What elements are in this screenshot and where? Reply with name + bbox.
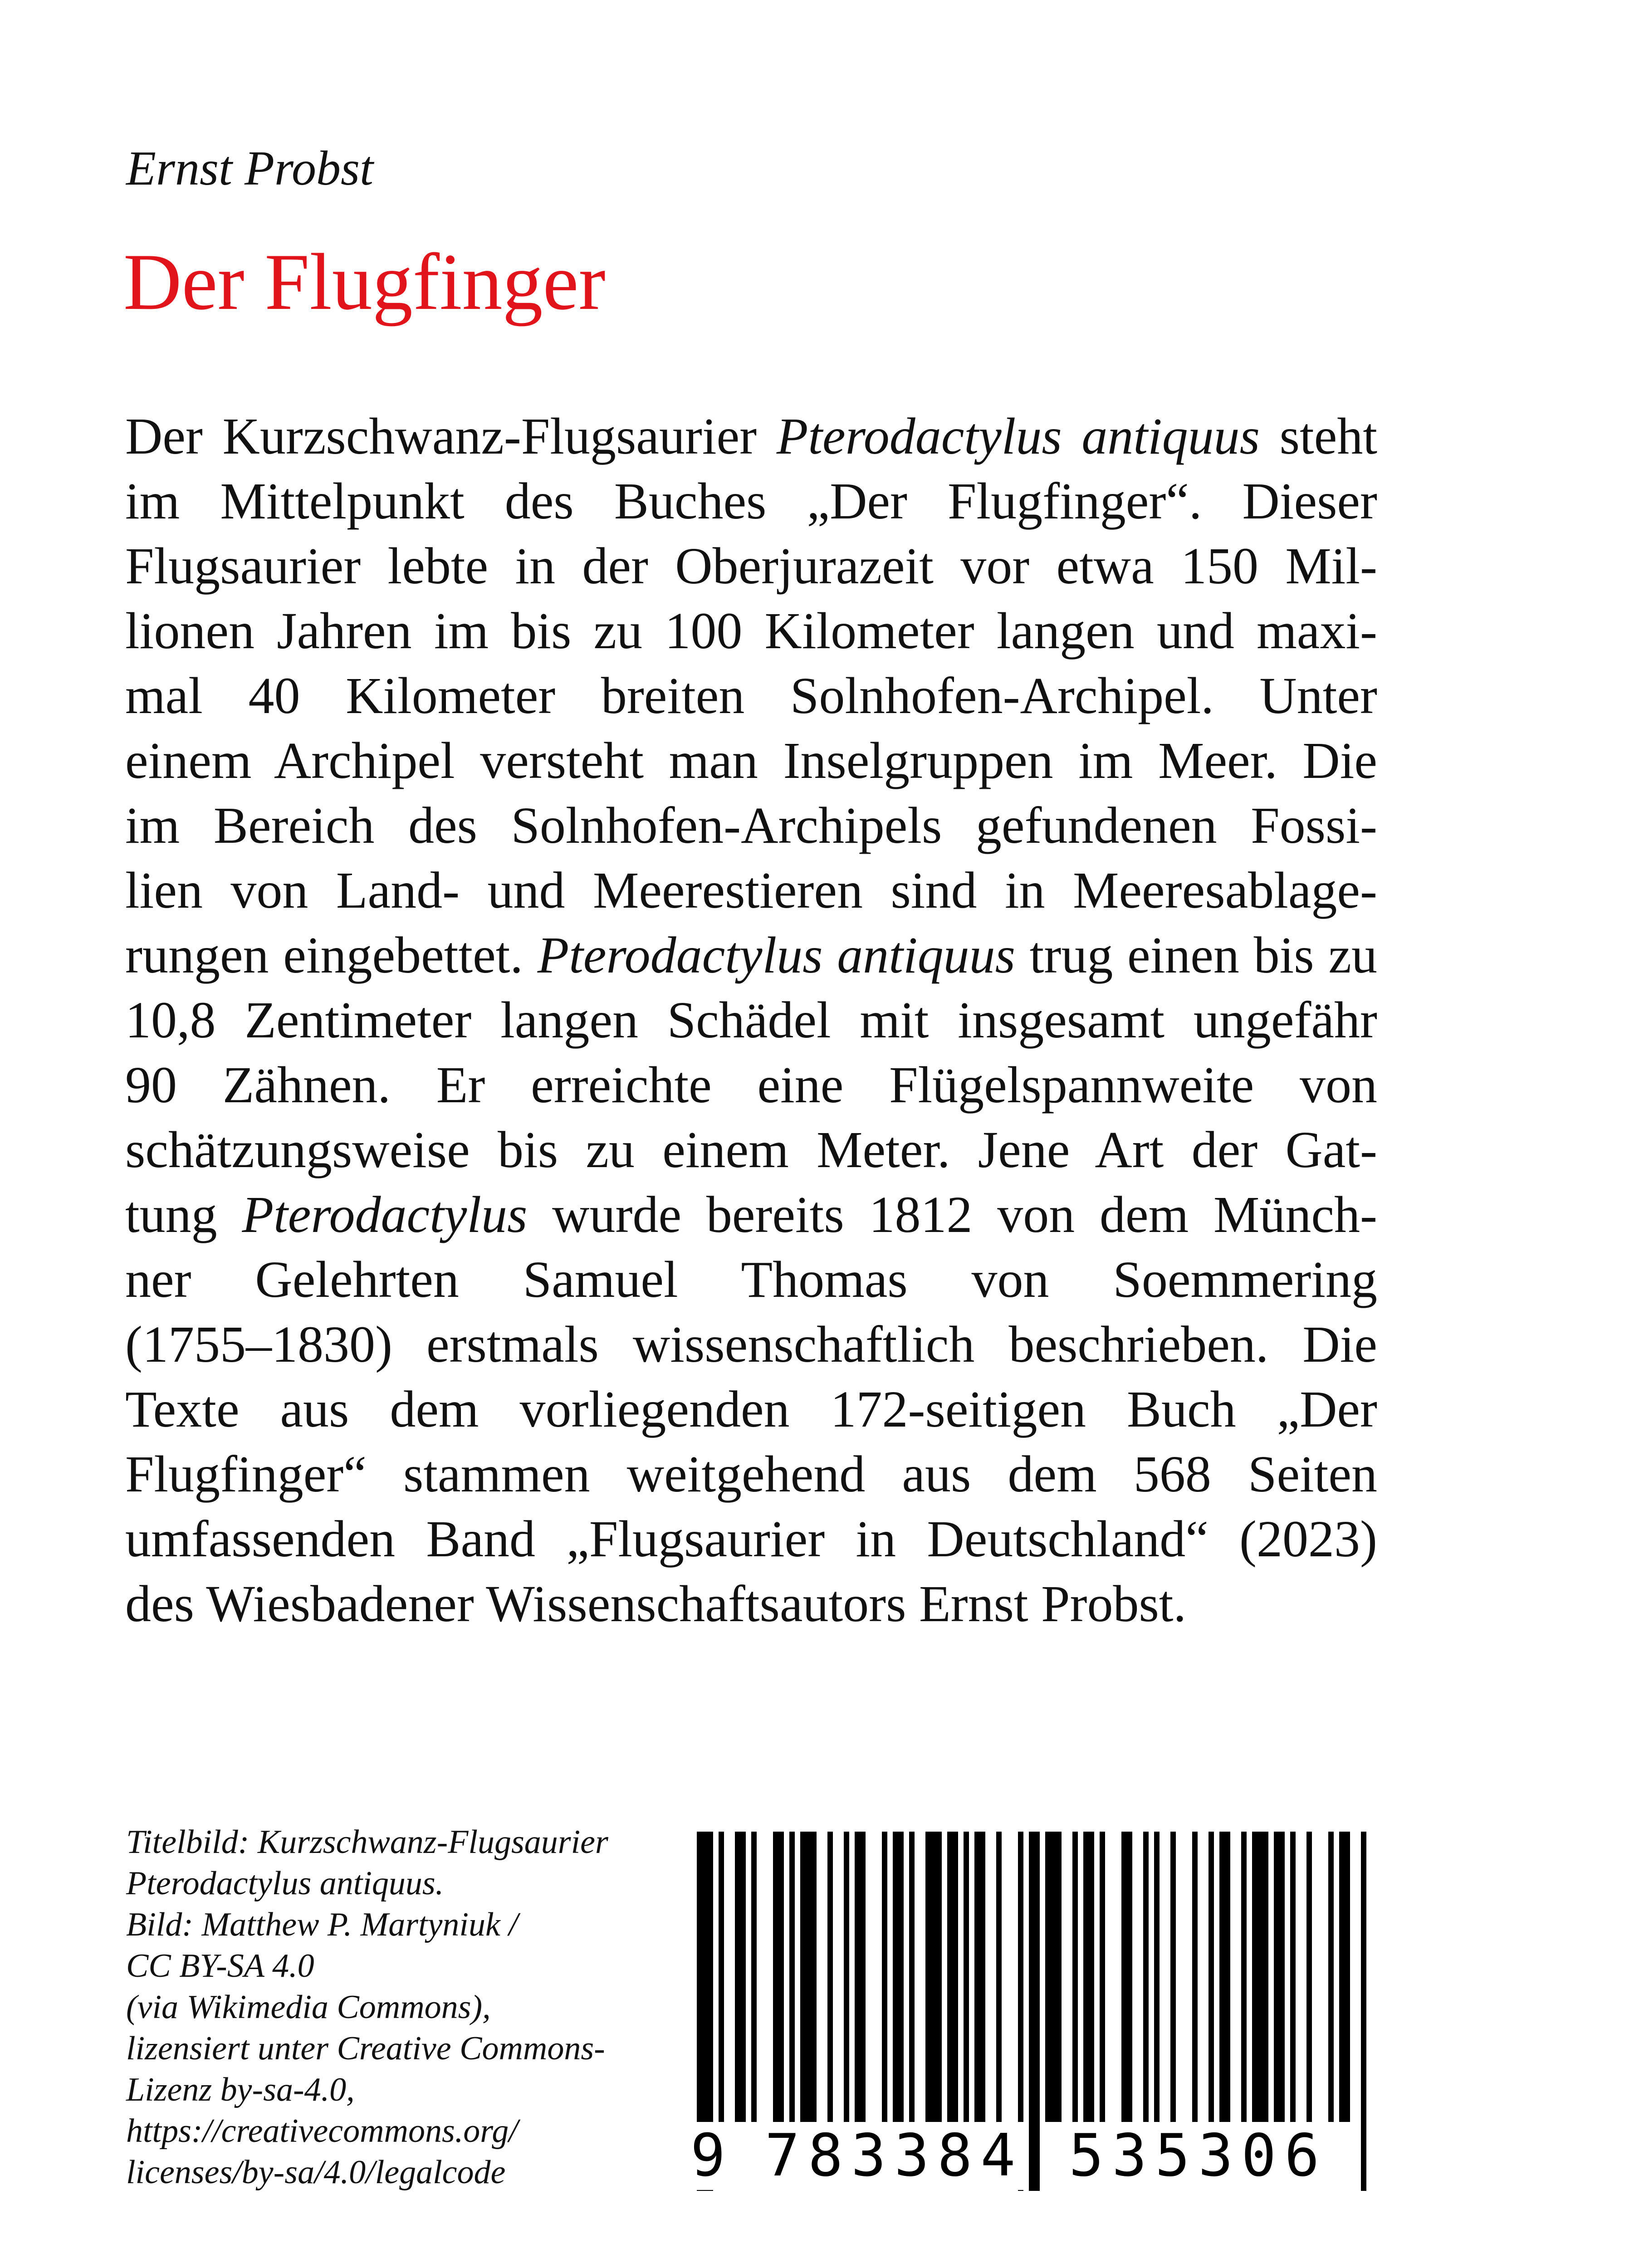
barcode-bar: [1306, 1832, 1312, 2122]
credit-line: Lizenz by-sa-4.0,: [126, 2071, 355, 2108]
barcode-bar: [1209, 1832, 1214, 2122]
credit-line: (via Wikimedia Commons),: [126, 1989, 491, 2026]
barcode-digits: [690, 2122, 1366, 2190]
blurb-line: [125, 728, 1377, 793]
blurb-segment: Der Kurzschwanz-Flugsaurier: [125, 407, 777, 465]
blurb-line: [125, 598, 1377, 663]
blurb-line: [125, 987, 1377, 1052]
barcode-bar: [1154, 1832, 1160, 2122]
blurb-segment: umfassenden Band „Flugsaurier in Deutschland“ (2023): [125, 1510, 1377, 1568]
barcode-bar: [827, 1832, 833, 2122]
blurb-line: [125, 533, 1377, 598]
barcode-bar: [1192, 1832, 1198, 2122]
blurb-segment: lionen Jahren im bis zu 100 Kilometer langen und maxi-: [125, 602, 1377, 660]
barcode-bar: [925, 1832, 942, 2122]
barcode-bar: [789, 1832, 795, 2122]
barcode-bar: [974, 1832, 985, 2122]
barcode-bar: [996, 1832, 1002, 2122]
credit-line: Pterodactylus antiquus.: [126, 1865, 444, 1902]
credit-line: licenses/by-sa/4.0/legalcode: [126, 2154, 506, 2191]
barcode-bar: [909, 1832, 915, 2122]
barcode-bar: [1339, 1832, 1350, 2122]
blurb-text: [125, 404, 1377, 1636]
barcode-bar: [773, 1832, 784, 2122]
barcode-bar: [893, 1832, 904, 2122]
barcode-digit-group-prefix: 9: [690, 2122, 734, 2190]
barcode-bar: [751, 1832, 757, 2122]
isbn-barcode: [690, 1832, 1366, 2191]
barcode-bar: [1170, 1832, 1176, 2122]
blurb-line: [125, 663, 1377, 728]
barcode-bar: [800, 1832, 817, 2122]
credit-line: CC BY-SA 4.0: [126, 1947, 314, 1984]
blurb-line: [125, 858, 1377, 923]
credit-line: Bild: Matthew P. Martyniuk /: [126, 1906, 518, 1943]
blurb-line: [125, 923, 1377, 987]
blurb-segment: wurde bereits 1812 von dem Münch-: [527, 1186, 1377, 1243]
blurb-line: [125, 793, 1377, 858]
barcode-bar: [1143, 1832, 1149, 2122]
barcode-bar: [964, 1832, 969, 2122]
blurb-italic-segment: Pterodactylus: [242, 1186, 528, 1243]
blurb-line: [125, 1117, 1377, 1182]
image-credits: [126, 1822, 680, 2193]
blurb-segment: rungen eingebettet.: [125, 926, 538, 984]
barcode-bar: [1219, 1832, 1230, 2122]
blurb-line: [125, 1312, 1377, 1377]
blurb-italic-segment: Pterodactylus antiquus: [776, 407, 1260, 465]
blurb-line: [125, 469, 1377, 533]
barcode-bar: [1045, 1832, 1062, 2122]
blurb-line: [125, 1377, 1377, 1442]
barcode-bar: [1121, 1832, 1132, 2122]
blurb-line: [125, 1442, 1377, 1506]
blurb-segment: einem Archipel versteht man Inselgruppen im Meer. Die: [125, 732, 1377, 789]
blurb-segment: im Bereich des Solnhofen-Archipels gefundenen Fossi-: [125, 797, 1377, 854]
barcode-bar: [1083, 1832, 1094, 2122]
barcode-bar: [1241, 1832, 1247, 2122]
barcode-bar: [855, 1832, 866, 2122]
barcode-bar: [1100, 1832, 1105, 2122]
barcode-bar: [1290, 1832, 1296, 2122]
blurb-segment: lien von Land- und Meerestieren sind in Meeresablage-: [125, 861, 1377, 919]
credit-line: Titelbild: Kurzschwanz-Flugsaurier: [126, 1823, 608, 1861]
blurb-segment: steht: [1260, 407, 1377, 465]
credit-line: lizensiert unter Creative Commons-: [126, 2030, 605, 2067]
blurb-segment: tung: [125, 1186, 242, 1243]
blurb-line: [125, 1571, 1377, 1636]
blurb-segment: schätzungsweise bis zu einem Meter. Jene Art der Gat-: [125, 1121, 1377, 1178]
barcode-bar: [1274, 1832, 1285, 2122]
blurb-italic-segment: Pterodactylus antiquus: [537, 926, 1015, 984]
blurb-segment: des Wiesbadener Wissenschaftsautors Ernst Probst.: [125, 1575, 1187, 1633]
blurb-line: [125, 1182, 1377, 1247]
blurb-segment: Flugfinger“ stammen weitgehend aus dem 568 Seiten: [125, 1445, 1377, 1503]
barcode-bar: [882, 1832, 887, 2122]
blurb-segment: 10,8 Zentimeter langen Schädel mit insgesamt ungefähr: [125, 991, 1377, 1049]
blurb-segment: (1755–1830) erstmals wissenschaftlich beschrieben. Die: [125, 1315, 1377, 1373]
blurb-segment: mal 40 Kilometer breiten Solnhofen-Archipel. Unter: [125, 667, 1377, 724]
blurb-line: [125, 1052, 1377, 1117]
blurb-line: [125, 1247, 1377, 1312]
barcode-bar: [844, 1832, 849, 2122]
book-title: Der Flugfinger: [123, 237, 606, 327]
barcode-digit-group-right: 535306: [1069, 2122, 1328, 2190]
barcode-bar: [1072, 1832, 1078, 2122]
author-name: Ernst Probst: [126, 142, 374, 196]
blurb-segment: 90 Zähnen. Er erreichte eine Flügelspannweite von: [125, 1056, 1377, 1114]
barcode-digit-group-left: 783384: [765, 2122, 1024, 2190]
blurb-segment: ner Gelehrten Samuel Thomas von Soemmering: [125, 1251, 1377, 1308]
barcode-bar: [1328, 1832, 1334, 2122]
blurb-segment: Texte aus dem vorliegenden 172-seitigen Buch „Der: [125, 1380, 1377, 1438]
blurb-segment: trug einen bis zu: [1015, 926, 1377, 984]
blurb-line: [125, 1506, 1377, 1571]
blurb-segment: Flugsaurier lebte in der Oberjurazeit vor etwa 150 Mil-: [125, 537, 1377, 595]
blurb-line: [125, 404, 1377, 469]
barcode-bar: [719, 1832, 724, 2122]
barcode-bar: [735, 1832, 746, 2122]
credit-line: https://creativecommons.org/: [126, 2112, 518, 2150]
blurb-segment: im Mittelpunkt des Buches „Der Flugfinger“. Dieser: [125, 472, 1377, 530]
barcode-bar: [1252, 1832, 1268, 2122]
barcode-bar: [947, 1832, 958, 2122]
